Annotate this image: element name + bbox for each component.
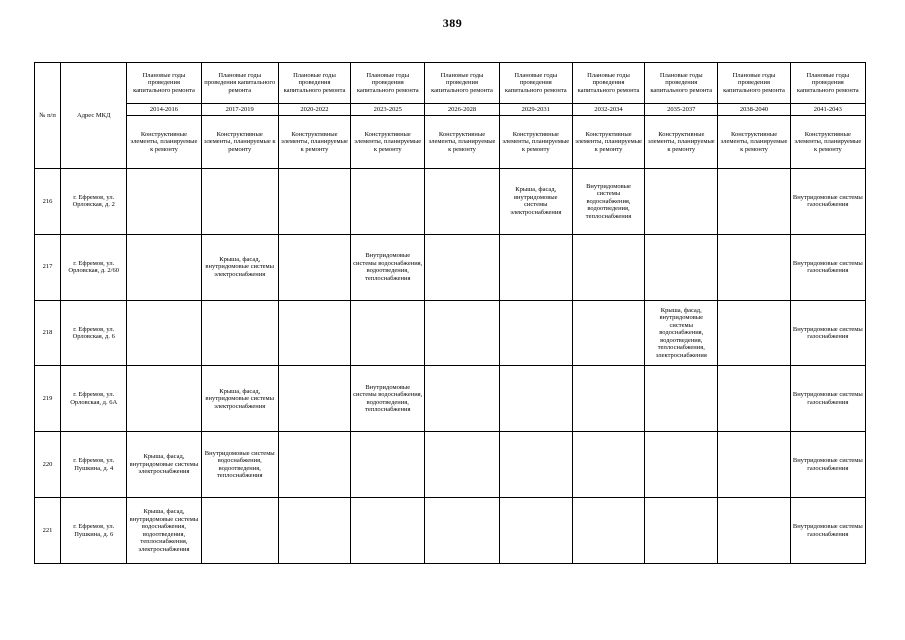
header-elements: Конструктивные элементы, планируемые к ремонту (425, 116, 499, 169)
header-plan-label: Плановые годы проведения капитального ремонта (499, 63, 572, 104)
header-plan-label: Плановые годы проведения капитального ремонта (351, 63, 425, 104)
repair-cell: Внутридомовые системы водоснабжения, водоотведения, теплоснабжения (351, 366, 425, 432)
table-row (35, 169, 866, 235)
repair-cell: Внутридомовые системы газоснабжения (790, 234, 865, 300)
repair-cell (645, 234, 718, 300)
repair-cell: Внутридомовые системы водоснабжения, водоотведения, теплоснабжения (201, 432, 278, 498)
repair-cell (425, 300, 499, 366)
repair-cell (201, 169, 278, 235)
row-number: 216 (35, 169, 61, 235)
header-years: 2014-2016 (127, 104, 201, 116)
repair-cell (645, 169, 718, 235)
repair-cell: Крыша, фасад, внутридомовые системы электроснабжения (127, 432, 201, 498)
repair-schedule-table (34, 62, 866, 564)
row-number: 217 (35, 234, 61, 300)
table-row (35, 498, 866, 564)
repair-cell (425, 366, 499, 432)
header-plan-label: Плановые годы проведения капитального ремонта (572, 63, 644, 104)
repair-cell (351, 169, 425, 235)
repair-cell (645, 366, 718, 432)
repair-cell (645, 432, 718, 498)
repair-cell: Внутридомовые системы водоснабжения, водоотведения, теплоснабжения (351, 234, 425, 300)
header-num: № п/п (35, 63, 61, 169)
repair-cell: Крыша, фасад, внутридомовые системы водоснабжения, водоотведения, теплоснабжения, электроснабжения (127, 498, 201, 564)
repair-cell (278, 169, 350, 235)
repair-cell (499, 234, 572, 300)
table-row (35, 234, 866, 300)
repair-cell (425, 432, 499, 498)
header-years: 2026-2028 (425, 104, 499, 116)
repair-cell (645, 498, 718, 564)
row-number: 220 (35, 432, 61, 498)
repair-cell (718, 234, 790, 300)
repair-cell: Крыша, фасад, внутридомовые системы водоснабжения, водоотведения, теплоснабжения, электроснабжения (645, 300, 718, 366)
table-row (35, 432, 866, 498)
header-elements: Конструктивные элементы, планируемые к ремонту (127, 116, 201, 169)
row-number: 221 (35, 498, 61, 564)
header-years: 2032-2034 (572, 104, 644, 116)
repair-cell (572, 366, 644, 432)
repair-cell (499, 432, 572, 498)
repair-cell (572, 498, 644, 564)
header-years: 2038-2040 (718, 104, 790, 116)
repair-cell (127, 169, 201, 235)
header-plan-label: Плановые годы проведения капитального ремонта (790, 63, 865, 104)
repair-cell (425, 234, 499, 300)
repair-cell: Крыша, фасад, внутридомовые системы электроснабжения (499, 169, 572, 235)
row-address: г. Ефремов, ул. Пушкина, д. 6 (61, 498, 127, 564)
repair-cell: Внутридомовые системы газоснабжения (790, 432, 865, 498)
repair-cell (278, 234, 350, 300)
header-elements: Конструктивные элементы, планируемые к ремонту (351, 116, 425, 169)
repair-cell: Крыша, фасад, внутридомовые системы электроснабжения (201, 366, 278, 432)
row-number: 218 (35, 300, 61, 366)
repair-cell (572, 432, 644, 498)
repair-cell: Внутридомовые системы газоснабжения (790, 366, 865, 432)
repair-cell: Внутридомовые системы газоснабжения (790, 300, 865, 366)
repair-cell: Крыша, фасад, внутридомовые системы электроснабжения (201, 234, 278, 300)
header-address: Адрес МКД (61, 63, 127, 169)
repair-cell (278, 498, 350, 564)
header-plan-label: Плановые годы проведения капитального ремонта (425, 63, 499, 104)
repair-cell (278, 366, 350, 432)
header-plan-label: Плановые годы проведения капитального ремонта (127, 63, 201, 104)
row-address: г. Ефремов, ул. Орловская, д. 2/60 (61, 234, 127, 300)
repair-cell (127, 300, 201, 366)
repair-cell (572, 234, 644, 300)
row-number: 219 (35, 366, 61, 432)
header-years: 2029-2031 (499, 104, 572, 116)
header-years: 2023-2025 (351, 104, 425, 116)
repair-cell (499, 300, 572, 366)
header-elements: Конструктивные элементы, планируемые к ремонту (718, 116, 790, 169)
page-number: 389 (442, 16, 463, 30)
repair-cell (201, 498, 278, 564)
header-plan-label: Плановые годы проведения капитального ремонта (645, 63, 718, 104)
repair-cell (718, 498, 790, 564)
header-elements: Конструктивные элементы, планируемые к ремонту (499, 116, 572, 169)
repair-cell (278, 300, 350, 366)
repair-cell (351, 498, 425, 564)
repair-cell: Внутридомовые системы водоснабжения, водоотведения, теплоснабжения (572, 169, 644, 235)
repair-cell (499, 498, 572, 564)
repair-cell (718, 169, 790, 235)
repair-cell (572, 300, 644, 366)
row-address: г. Ефремов, ул. Орловская, д. 2 (61, 169, 127, 235)
header-elements: Конструктивные элементы, планируемые к ремонту (790, 116, 865, 169)
repair-cell: Внутридомовые системы газоснабжения (790, 498, 865, 564)
repair-cell (201, 300, 278, 366)
row-address: г. Ефремов, ул. Орловская, д. 6 (61, 300, 127, 366)
repair-cell (278, 432, 350, 498)
repair-cell (425, 169, 499, 235)
repair-cell (718, 432, 790, 498)
header-years: 2041-2043 (790, 104, 865, 116)
repair-cell (499, 366, 572, 432)
repair-cell (425, 498, 499, 564)
header-elements: Конструктивные элементы, планируемые к ремонту (572, 116, 644, 169)
header-plan-label: Плановые годы проведения капитального ремонта (718, 63, 790, 104)
repair-cell (127, 366, 201, 432)
header-elements: Конструктивные элементы, планируемые к ремонту (201, 116, 278, 169)
header-years: 2020-2022 (278, 104, 350, 116)
repair-cell: Внутридомовые системы газоснабжения (790, 169, 865, 235)
row-address: г. Ефремов, ул. Орловская, д. 6А (61, 366, 127, 432)
table-row (35, 300, 866, 366)
header-plan-label: Плановые годы проведения капитального ремонта (278, 63, 350, 104)
table-row (35, 366, 866, 432)
header-elements: Конструктивные элементы, планируемые к ремонту (278, 116, 350, 169)
repair-cell (127, 234, 201, 300)
header-years: 2035-2037 (645, 104, 718, 116)
repair-cell (351, 300, 425, 366)
repair-cell (351, 432, 425, 498)
row-address: г. Ефремов, ул. Пушкина, д. 4 (61, 432, 127, 498)
repair-cell (718, 300, 790, 366)
repair-cell (718, 366, 790, 432)
header-years: 2017-2019 (201, 104, 278, 116)
header-plan-label: Плановые годы проведения капитального ремонта (201, 63, 278, 104)
header-elements: Конструктивные элементы, планируемые к ремонту (645, 116, 718, 169)
